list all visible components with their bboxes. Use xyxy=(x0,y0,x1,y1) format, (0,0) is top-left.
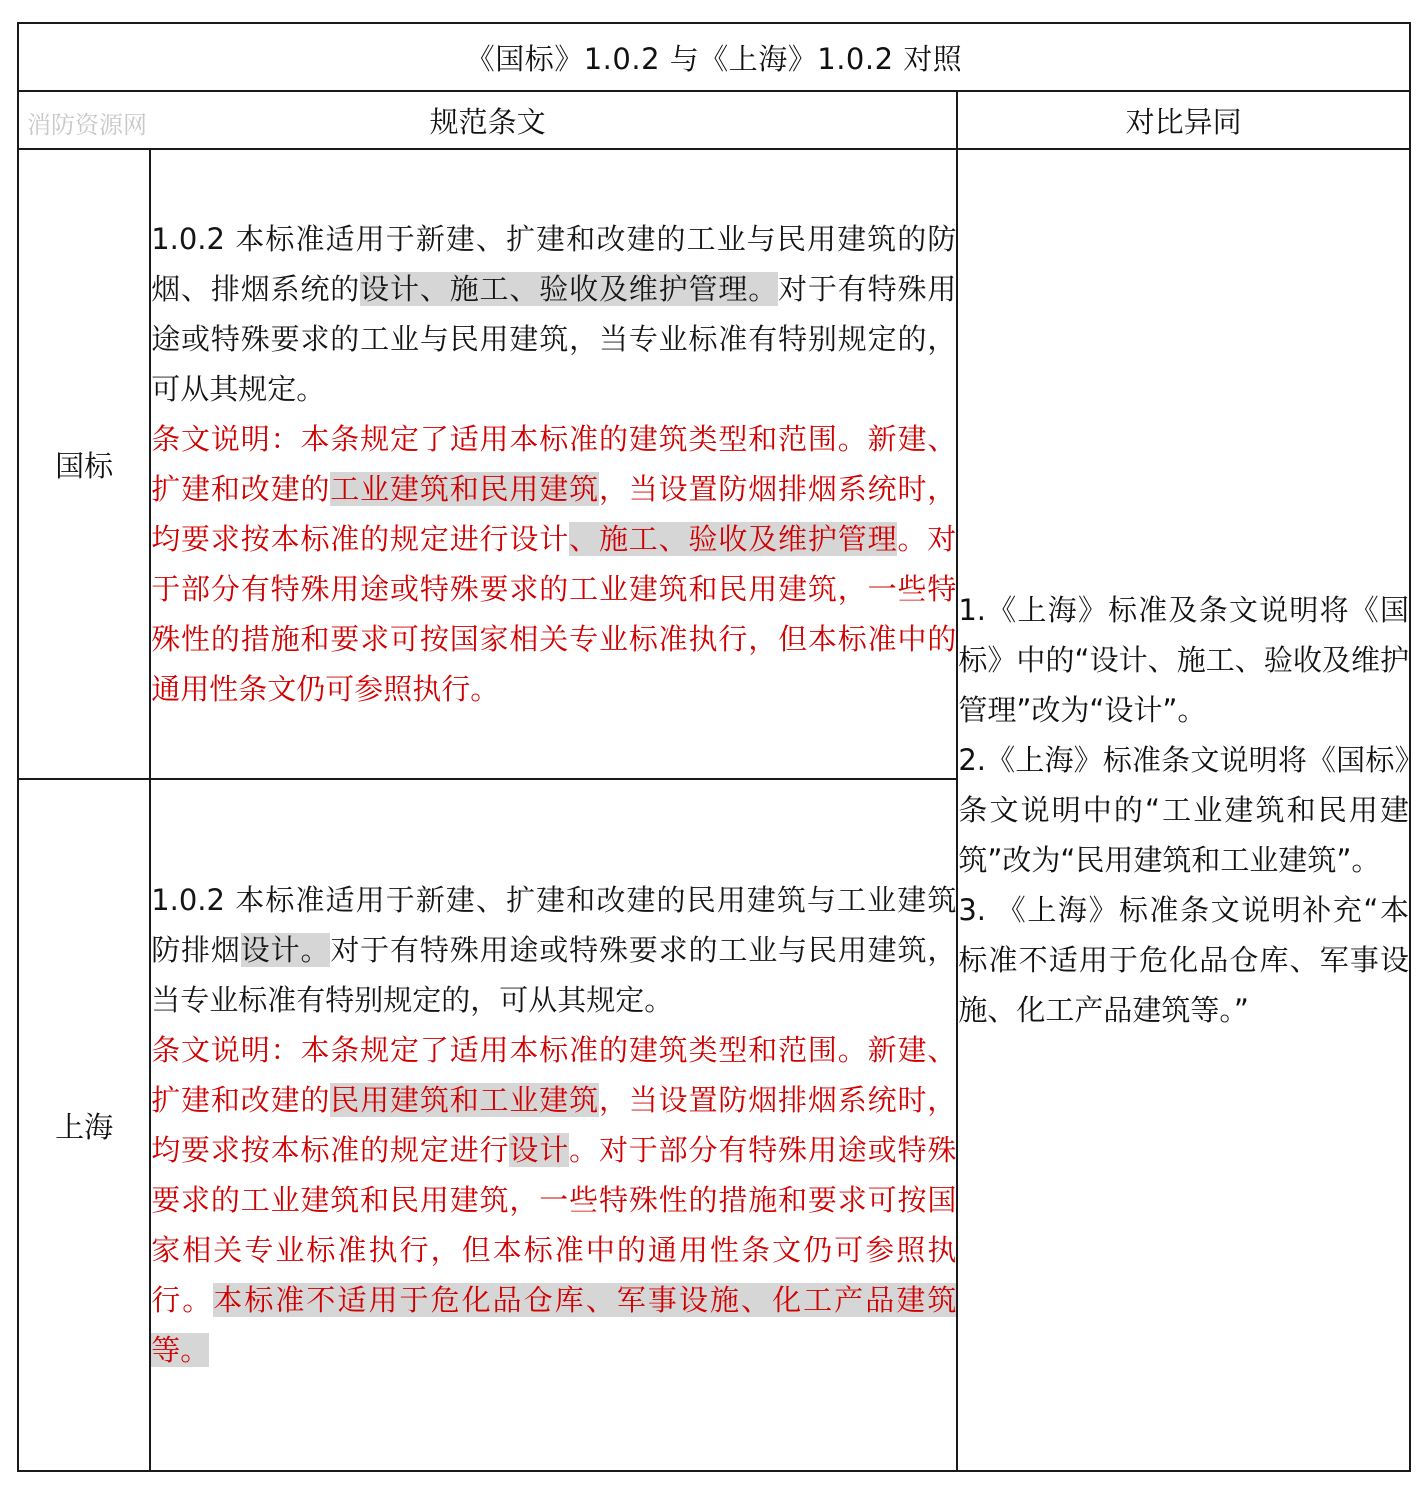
national-note-part: 条文说明：本条规定了适用本标准的建筑类型和范围。新建、扩建和改建的 xyxy=(151,422,957,506)
shanghai-clause-part: 对于有特殊用途或特殊要求的工业与民用建筑，当专业标准有特别规定的，可从其规定。 xyxy=(151,933,957,1017)
national-clause-part: 对于有特殊用途或特殊要求的工业与民用建筑，当专业标准有特别规定的，可从其规定。 xyxy=(151,272,957,406)
national-clause-cell xyxy=(150,149,957,779)
shanghai-clause-highlight: 设计。 xyxy=(240,933,331,967)
watermark: 消防资源网 xyxy=(27,111,147,139)
shanghai-clause-part: 1.0.2 本标准适用于新建、扩建和改建的民用建筑与工业建筑防排烟 xyxy=(151,883,957,967)
shanghai-note-highlight: 民用建筑和工业建筑 xyxy=(330,1083,599,1117)
difference-item-3: 3. 《上海》标准条文说明补充“本标准不适用于危化品仓库、军事设施、化工产品建筑等。” xyxy=(958,893,1409,1027)
national-note-part: 。对于部分有特殊用途或特殊要求的工业建筑和民用建筑，一些特殊性的措施和要求可按国家相关专业标准执行，但本标准中的通用性条文仍可参照执行。 xyxy=(151,522,957,706)
shanghai-clause-text xyxy=(151,875,956,1025)
header-clause xyxy=(18,91,957,149)
shanghai-note-text xyxy=(151,1025,956,1375)
national-clause-part: 1.0.2 本标准适用于新建、扩建和改建的工业与民用建筑的防烟、排烟系统的 xyxy=(151,222,957,306)
national-note-highlight: 、施工、验收及维护管理 xyxy=(569,522,898,556)
shanghai-note-highlight: 本标准不适用于危化品仓库、军事设施、化工产品建筑等。 xyxy=(151,1283,957,1367)
shanghai-note-highlight: 设计 xyxy=(509,1133,570,1167)
national-note-highlight: 工业建筑和民用建筑 xyxy=(330,472,599,506)
row-label-national: 国标 xyxy=(18,149,150,779)
shanghai-note-part: 。对于部分有特殊用途或特殊要求的工业建筑和民用建筑，一些特殊性的措施和要求可按国家相关专业标准执行，但本标准中的通用性条文仍可参照执行。 xyxy=(151,1133,957,1317)
differences-cell xyxy=(957,149,1410,1471)
row-label-shanghai: 上海 xyxy=(18,779,150,1471)
national-clause-text xyxy=(151,214,956,414)
national-clause-highlight: 设计、施工、验收及维护管理。 xyxy=(360,272,779,306)
difference-item-2: 2.《上海》标准条文说明将《国标》条文说明中的“工业建筑和民用建筑”改为“民用建筑和工业建筑”。 xyxy=(958,743,1409,877)
national-note-part: ，当设置防烟排烟系统时，均要求按本标准的规定进行设计 xyxy=(151,472,957,556)
comparison-table xyxy=(17,22,1411,1472)
shanghai-note-part: ，当设置防烟排烟系统时，均要求按本标准的规定进行 xyxy=(151,1083,957,1167)
shanghai-note-part: 条文说明：本条规定了适用本标准的建筑类型和范围。新建、扩建和改建的 xyxy=(151,1033,957,1117)
table-title: 《国标》1.0.2 与《上海》1.0.2 对照 xyxy=(18,23,1410,91)
national-note-text xyxy=(151,414,956,714)
header-diff: 对比异同 xyxy=(957,91,1410,149)
shanghai-clause-cell xyxy=(150,779,957,1471)
difference-item-1: 1.《上海》标准及条文说明将《国标》中的“设计、施工、验收及维护管理”改为“设计”。 xyxy=(958,593,1409,727)
header-clause-label: 规范条文 xyxy=(429,104,546,139)
